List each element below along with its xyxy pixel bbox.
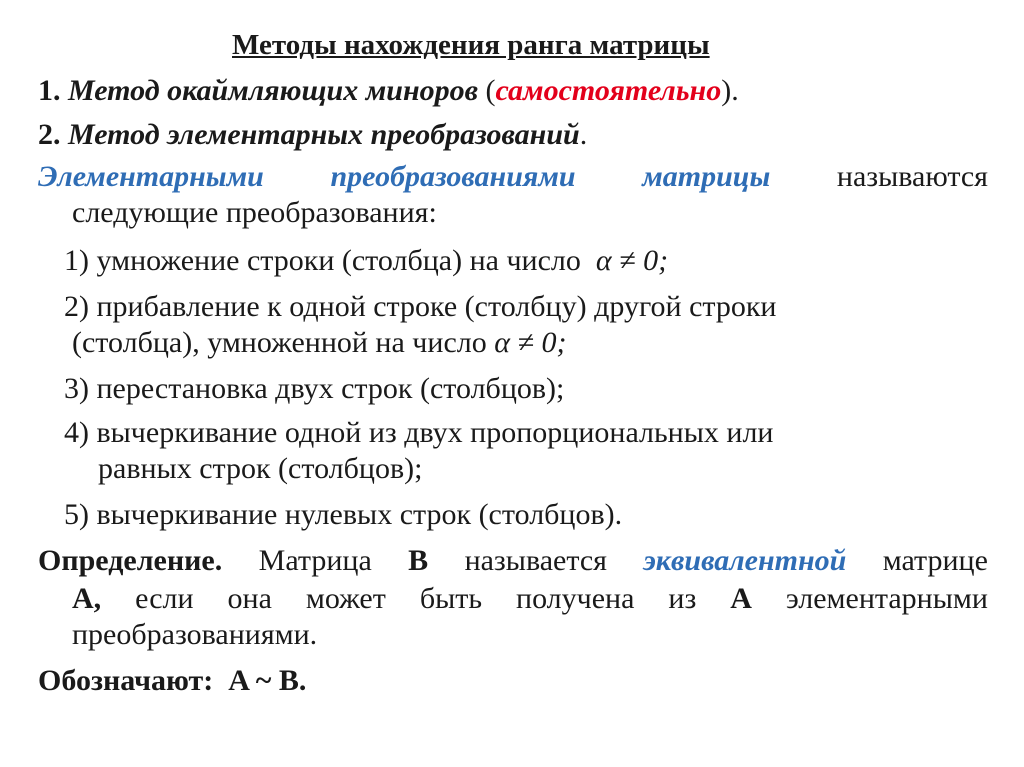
method-1-number: 1. [38, 74, 61, 107]
method-1 [38, 74, 739, 108]
item-2-line-1: 2) прибавление к одной строке (столбцу) другой строки [64, 290, 777, 323]
word-matrix-2: матрице [882, 544, 988, 577]
word-is-called: называется [464, 544, 607, 577]
item-3: 3) перестановка двух строк (столбцов); [64, 372, 565, 405]
term-equivalent: эквивалентной [643, 544, 847, 577]
item-1-text: 1) умножение строки (столбца) на число [64, 244, 581, 277]
item-2-math: α ≠ 0; [494, 326, 567, 359]
method-2-dot: . [579, 118, 588, 151]
method-2-name: Метод элементарных преобразований [68, 118, 580, 151]
matrix-A-2: A [730, 582, 752, 615]
word-be: быть [419, 582, 483, 615]
slide-title: Методы нахождения ранга матрицы [232, 29, 710, 61]
method-1-close: ). [721, 74, 739, 107]
transforms-definition-line-1 [38, 160, 988, 194]
word-if: если [135, 582, 194, 615]
term-elementary: Элементарными [38, 160, 264, 193]
definition-line-2 [72, 582, 988, 616]
word-matrix: Матрица [258, 544, 372, 577]
item-4-line-2: равных строк (столбцов); [98, 452, 423, 485]
word-she: она [227, 582, 272, 615]
definition-line-1 [38, 544, 988, 578]
method-1-open: ( [485, 74, 496, 107]
item-5: 5) вычеркивание нулевых строк (столбцов). [64, 498, 623, 531]
item-4-line-1: 4) вычеркивание одной из двух пропорциональных или [64, 416, 774, 449]
item-2-line-2 [72, 326, 566, 360]
term-transformations: преобразованиями [330, 160, 576, 193]
word-called: называются [836, 160, 988, 193]
notation [38, 664, 306, 698]
word-can: может [305, 582, 386, 615]
word-from: из [668, 582, 697, 615]
definition-label: Определение. [38, 544, 223, 577]
method-1-note: самостоятельно [495, 74, 722, 107]
term-matrix: матрицы [642, 160, 771, 193]
item-2-text: (столбца), умноженной на число [72, 326, 487, 359]
method-2-number: 2. [38, 118, 61, 151]
word-obtained: получена [516, 582, 635, 615]
method-1-name: Метод окаймляющих миноров [68, 74, 479, 107]
matrix-B: B [408, 544, 429, 577]
notation-expr: A ~ B. [228, 664, 307, 697]
matrix-A-1: A, [72, 582, 102, 615]
definition-line-3: преобразованиями. [72, 618, 318, 651]
notation-label: Обозначают: [38, 664, 214, 697]
item-1-math: α ≠ 0; [595, 244, 669, 277]
word-elementary: элементарными [785, 582, 988, 615]
method-2 [38, 118, 587, 152]
transforms-definition-line-2: следующие преобразования: [72, 196, 437, 229]
item-1 [64, 244, 668, 278]
